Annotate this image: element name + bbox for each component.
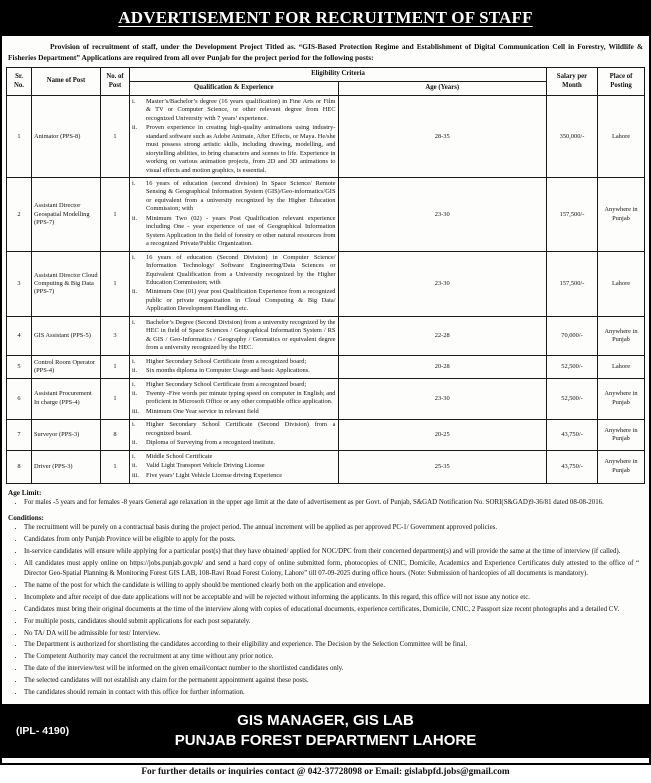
criteria-number: ii. xyxy=(132,462,138,470)
cell-eligibility-criteria xyxy=(130,379,339,420)
cell-no-of-post: 3 xyxy=(101,317,130,356)
cell-no-of-post: 1 xyxy=(101,451,130,483)
page-title: ADVERTISEMENT FOR RECRUITMENT OF STAFF xyxy=(118,8,533,27)
cell-no-of-post: 8 xyxy=(101,419,130,450)
issuing-authority-line-2: PUNJAB FOREST DEPARTMENT LAHORE xyxy=(174,732,477,750)
criteria-item xyxy=(132,319,336,353)
table-header-row-1 xyxy=(7,68,645,82)
cell-place-of-posting: Anywhere in Punjab xyxy=(598,317,645,356)
cell-name-of-post: Assistant Procurement In charge (PPS-4) xyxy=(32,379,101,420)
table-row xyxy=(7,356,645,379)
criteria-item xyxy=(132,288,336,313)
criteria-text: Five years’ Light Vehicle License driving Experience xyxy=(146,471,283,479)
criteria-text: Minimum Two (02) - years Post Qualification relevant experience including One - year experience of use of Geographical Information System Application in the field of forestry or other natural resources from a recognized Private/Public Organization. xyxy=(146,214,336,248)
cell-salary-per-month: 350,000/- xyxy=(547,96,598,178)
cell-eligibility-criteria xyxy=(130,419,339,450)
condition-item: • The candidates should remain in contact with this office for further information. xyxy=(24,688,643,698)
cell-name-of-post: Assistant Director Geospatial Modelling (PPS-7) xyxy=(32,178,101,252)
criteria-text: Middle School Certificate xyxy=(146,452,213,460)
cell-name-of-post: GIS Assistant (PPS-5) xyxy=(32,317,101,356)
criteria-number: ii. xyxy=(132,367,138,375)
cell-eligibility-criteria xyxy=(130,178,339,252)
cell-name-of-post: Surveyor (PPS-3) xyxy=(32,419,101,450)
criteria-item xyxy=(132,472,336,480)
cell-no-of-post: 1 xyxy=(101,252,130,317)
table-row xyxy=(7,252,645,317)
cell-no-of-post: 1 xyxy=(101,96,130,178)
issuing-authority-line-1: GIS MANAGER, GIS LAB xyxy=(237,712,414,730)
table-row xyxy=(7,96,645,178)
cell-salary-per-month: 43,750/- xyxy=(547,451,598,483)
condition-item: • The date of the interview/test will be informed on the given email/contact number to the shortlisted candidates only. xyxy=(24,664,643,674)
cell-sr-no: 4 xyxy=(7,317,32,356)
intro-paragraph xyxy=(0,36,651,67)
cell-no-of-post: 1 xyxy=(101,178,130,252)
cell-sr-no: 7 xyxy=(7,419,32,450)
criteria-number: ii. xyxy=(132,214,138,222)
cell-age-years: 20-25 xyxy=(338,419,547,450)
criteria-item xyxy=(132,254,336,288)
cell-salary-per-month: 157,500/- xyxy=(547,178,598,252)
criteria-list xyxy=(132,381,336,417)
cell-place-of-posting: Anywhere in Punjab xyxy=(598,419,645,450)
cell-sr-no: 8 xyxy=(7,451,32,483)
criteria-number: ii. xyxy=(132,124,138,132)
cell-place-of-posting: Lahore xyxy=(598,356,645,379)
criteria-text: Twenty -Five words per minute typing speed on computer in English; and proficient in Microsoft Office or any other compatible office application. xyxy=(146,389,336,406)
cell-eligibility-criteria xyxy=(130,317,339,356)
criteria-text: Minimum One Year service in relevant field xyxy=(146,407,259,415)
criteria-text: Diploma of Surveying from a recognized institute. xyxy=(146,439,276,447)
cell-sr-no: 1 xyxy=(7,96,32,178)
cell-place-of-posting: Anywhere in Punjab xyxy=(598,178,645,252)
criteria-list xyxy=(132,98,336,175)
criteria-item xyxy=(132,124,336,175)
condition-item: • All candidates must apply online on https://jobs.punjab.gov.pk/ and send a hard copy of online submitted form, photocopies of CNIC, Domicile, Academics and Experience Certificates duly attested to the office of “ Director Geo-Spatial Planning & Monitoring Forest GIS LAB, 108-Ravi Road Forest Colony, Lahore” till 07-09-2025 during office hours. (Note: Submission of hardcopies of all documents is mandatory). xyxy=(24,559,643,580)
criteria-item xyxy=(132,180,336,214)
criteria-item xyxy=(132,453,336,461)
criteria-text: Bachelor’s Degree (Second Division) from a university recognized by the HEC in field of Space Sciences / Geographical Information System / RS & GIS / Geo-Informatics / Geography / Geomatics or equivalent degree from a university recognized by the HEC. xyxy=(146,318,336,352)
cell-salary-per-month: 157,500/- xyxy=(547,252,598,317)
cell-name-of-post: Control Room Operator (PPS-4) xyxy=(32,356,101,379)
table-row xyxy=(7,317,645,356)
jobs-table-body xyxy=(7,96,645,483)
jobs-table-head xyxy=(7,68,645,96)
criteria-text: 16 years of education (Second Division) in Computer Science/ Information Technology/ Software Engineering/Data Sciences or Equivalent Qualification from a University recognized by the Higher Education Commission; with xyxy=(146,253,336,286)
cell-eligibility-criteria xyxy=(130,356,339,379)
criteria-number: i. xyxy=(132,452,136,460)
col-header-qualification-experience: Qualification & Experience xyxy=(130,82,339,96)
col-header-salary-per-month: Salary per Month xyxy=(547,68,598,96)
condition-item: • Candidates must bring their original documents at the time of the interview along with copies of educational documents, experience certificates, Domicile, CNIC, 2 Passport size recent photographs and a detailed CV. xyxy=(24,605,643,615)
cell-place-of-posting: Anywhere in Punjab xyxy=(598,451,645,483)
conditions-heading: Conditions: xyxy=(8,514,44,523)
condition-item: • The Department is authorized for shortlisting the candidates according to their eligibility and experience. The Decision by the Selection Committee will be final. xyxy=(24,640,643,650)
age-limit-item: • For males -5 years and for females -8 years General age relaxation in the upper age limit at the date of advertisement as per Govt. of Punjab, S&GAD Notification No. SORI(S&GAD)9-36/81 dated 08-08-2016. xyxy=(24,498,643,508)
cell-age-years: 22-28 xyxy=(338,317,547,356)
conditions-section xyxy=(0,509,651,698)
cell-eligibility-criteria xyxy=(130,96,339,178)
cell-age-years: 23-30 xyxy=(338,178,547,252)
cell-no-of-post: 1 xyxy=(101,379,130,420)
table-row xyxy=(7,178,645,252)
criteria-text: 16 years of education (second division) In Space Science/ Remote Sensing & Geographical Information System (GIS)/Geo-informatics/GIS or equivalent from a university recognized by the Higher Education Commission; with xyxy=(146,179,336,213)
criteria-number: iii. xyxy=(132,407,139,415)
col-header-age-years: Age (Years) xyxy=(338,82,547,96)
condition-item: • The recruitment will be purely on a contractual basis during the project period. The annual increment will be applied as per approved PC-1/ Government approved policies. xyxy=(24,523,643,533)
criteria-list xyxy=(132,453,336,480)
cell-sr-no: 3 xyxy=(7,252,32,317)
criteria-list xyxy=(132,319,336,353)
cell-age-years: 23-30 xyxy=(338,379,547,420)
criteria-text: Higher Secondary School Certificate (Second Division) from a recognized board. xyxy=(146,421,336,437)
criteria-item xyxy=(132,462,336,470)
cell-no-of-post: 1 xyxy=(101,356,130,379)
table-row xyxy=(7,379,645,420)
cell-age-years: 25-35 xyxy=(338,451,547,483)
jobs-table xyxy=(6,67,645,483)
cell-salary-per-month: 52,500/- xyxy=(547,356,598,379)
age-limit-section xyxy=(0,484,651,508)
criteria-item xyxy=(132,439,336,447)
ipl-reference-number: (IPL- 4190) xyxy=(16,725,70,738)
cell-name-of-post: Assistant Director Cloud Computing & Big Data (PPS-7) xyxy=(32,252,101,317)
table-row xyxy=(7,419,645,450)
col-header-place-of-posting: Place of Posting xyxy=(598,68,645,96)
condition-item: • The name of the post for which the candidate is willing to apply should be mentioned clearly both on the application and envelope. xyxy=(24,581,643,591)
criteria-item xyxy=(132,421,336,438)
criteria-item xyxy=(132,358,336,366)
cell-place-of-posting: Lahore xyxy=(598,96,645,178)
criteria-text: Higher Secondary School Certificate from a recognized board; xyxy=(146,380,307,388)
cell-age-years: 20-28 xyxy=(338,356,547,379)
criteria-text: Valid Light Transport Vehicle Driving License xyxy=(146,462,265,470)
cell-eligibility-criteria xyxy=(130,451,339,483)
cell-sr-no: 2 xyxy=(7,178,32,252)
cell-place-of-posting: Anywhere in Punjab xyxy=(598,379,645,420)
condition-item: • No TA/ DA will be admissible for test/ Interview. xyxy=(24,629,643,639)
col-header-eligibility-criteria: Eligibility Criteria xyxy=(130,68,547,82)
criteria-list xyxy=(132,358,336,376)
criteria-item xyxy=(132,390,336,407)
jobs-table-wrapper xyxy=(0,67,651,483)
criteria-number: i. xyxy=(132,318,136,326)
condition-item: • Candidates from only Punjab Province will be eligible to apply for the posts. xyxy=(24,535,643,545)
criteria-number: i. xyxy=(132,421,136,429)
cell-salary-per-month: 70,000/- xyxy=(547,317,598,356)
cell-salary-per-month: 52,500/- xyxy=(547,379,598,420)
criteria-text: Master’s/Bachelor’s degree (16 years qualification) in Fine Arts or Film & TV or Computer Science, or other relevant degree from HEC recognized University with 7 years’ experience. xyxy=(146,97,336,122)
cell-age-years: 28-35 xyxy=(338,96,547,178)
criteria-number: ii. xyxy=(132,389,138,397)
contact-line: For further details or inquiries contact @ 042-37728098 or Email: gislabpfd.jobs@gmail.com xyxy=(141,767,510,778)
age-limit-list xyxy=(8,498,643,508)
criteria-item xyxy=(132,381,336,389)
advertisement-title-band xyxy=(0,0,651,36)
criteria-number: i. xyxy=(132,97,136,105)
criteria-number: i. xyxy=(132,253,136,261)
criteria-text: Higher Secondary School Certificate from a recognized board; xyxy=(146,357,307,365)
cell-salary-per-month: 43,750/- xyxy=(547,419,598,450)
criteria-number: iii. xyxy=(132,471,139,479)
col-header-sr-no: Sr. No. xyxy=(7,68,32,96)
cell-age-years: 23-30 xyxy=(338,252,547,317)
condition-item: • The Competent Authority may cancel the recruitment at any time without any prior notice. xyxy=(24,652,643,662)
criteria-number: ii. xyxy=(132,439,138,447)
conditions-list xyxy=(8,523,643,698)
cell-sr-no: 5 xyxy=(7,356,32,379)
criteria-number: ii. xyxy=(132,288,138,296)
criteria-text: Proven experience in creating high-quality animations using industry-standard software such as Adobe Animate, After Effects, or Maya. He/she must possess strong artistic skills, including drawing, modelling, and storytelling abilities, to bring characters and scenes to life. Experience in working on various animation projects, from 2D and 3D animations to visual effects and motion graphics, is essential. xyxy=(146,124,336,174)
criteria-number: i. xyxy=(132,357,136,365)
criteria-item xyxy=(132,98,336,123)
cell-place-of-posting: Lahore xyxy=(598,252,645,317)
cell-sr-no: 6 xyxy=(7,379,32,420)
cell-eligibility-criteria xyxy=(130,252,339,317)
col-header-no-of-post: No. of Post xyxy=(101,68,130,96)
criteria-number: i. xyxy=(132,380,136,388)
criteria-text: Six months diploma in Computer Usage and basic Applications. xyxy=(146,367,310,375)
condition-item: • For multiple posts, candidates should submit applications for each post separately. xyxy=(24,617,643,627)
age-limit-heading: Age Limit: xyxy=(8,488,42,497)
issuing-authority xyxy=(175,711,476,752)
condition-item: • Incomplete and after receipt of due date applications will not be acceptable and will be rejected without informing the applicants. In this regard, this office will not issue any notice etc. xyxy=(24,593,643,603)
criteria-item xyxy=(132,367,336,375)
col-header-name-of-post: Name of Post xyxy=(32,68,101,96)
condition-item: • In-service candidates will ensure while applying for a particular post(s) that they have obtained/ applied for NOC/DPC from their concerned department(s) and will provide the same at the time of interview (if called). xyxy=(24,547,643,557)
criteria-list xyxy=(132,180,336,249)
condition-item: • The selected candidates will not establish any claim for the permanent appointment against these posts. xyxy=(24,676,643,686)
criteria-item xyxy=(132,215,336,249)
criteria-number: i. xyxy=(132,179,136,187)
criteria-list xyxy=(132,421,336,447)
footer-band xyxy=(0,704,651,758)
table-row xyxy=(7,451,645,483)
intro-text: Provision of recruitment of staff, under the Development Project Titled as. “GIS-Based Protection Regime and Establishment of Digital Communication Cell in Forestry, Wildlife & Fisheries Department” Applications are required from all over Punjab for the project period for the following posts: xyxy=(8,42,643,62)
cell-name-of-post: Driver (PPS-3) xyxy=(32,451,101,483)
criteria-item xyxy=(132,408,336,416)
criteria-text: Minimum One (01) year post Qualification Experience from a recognized public or private organization in Cloud Computing & Big Data/ Application Development Handling etc. xyxy=(146,288,336,313)
criteria-list xyxy=(132,254,336,314)
cell-name-of-post: Animator (PPS-8) xyxy=(32,96,101,178)
